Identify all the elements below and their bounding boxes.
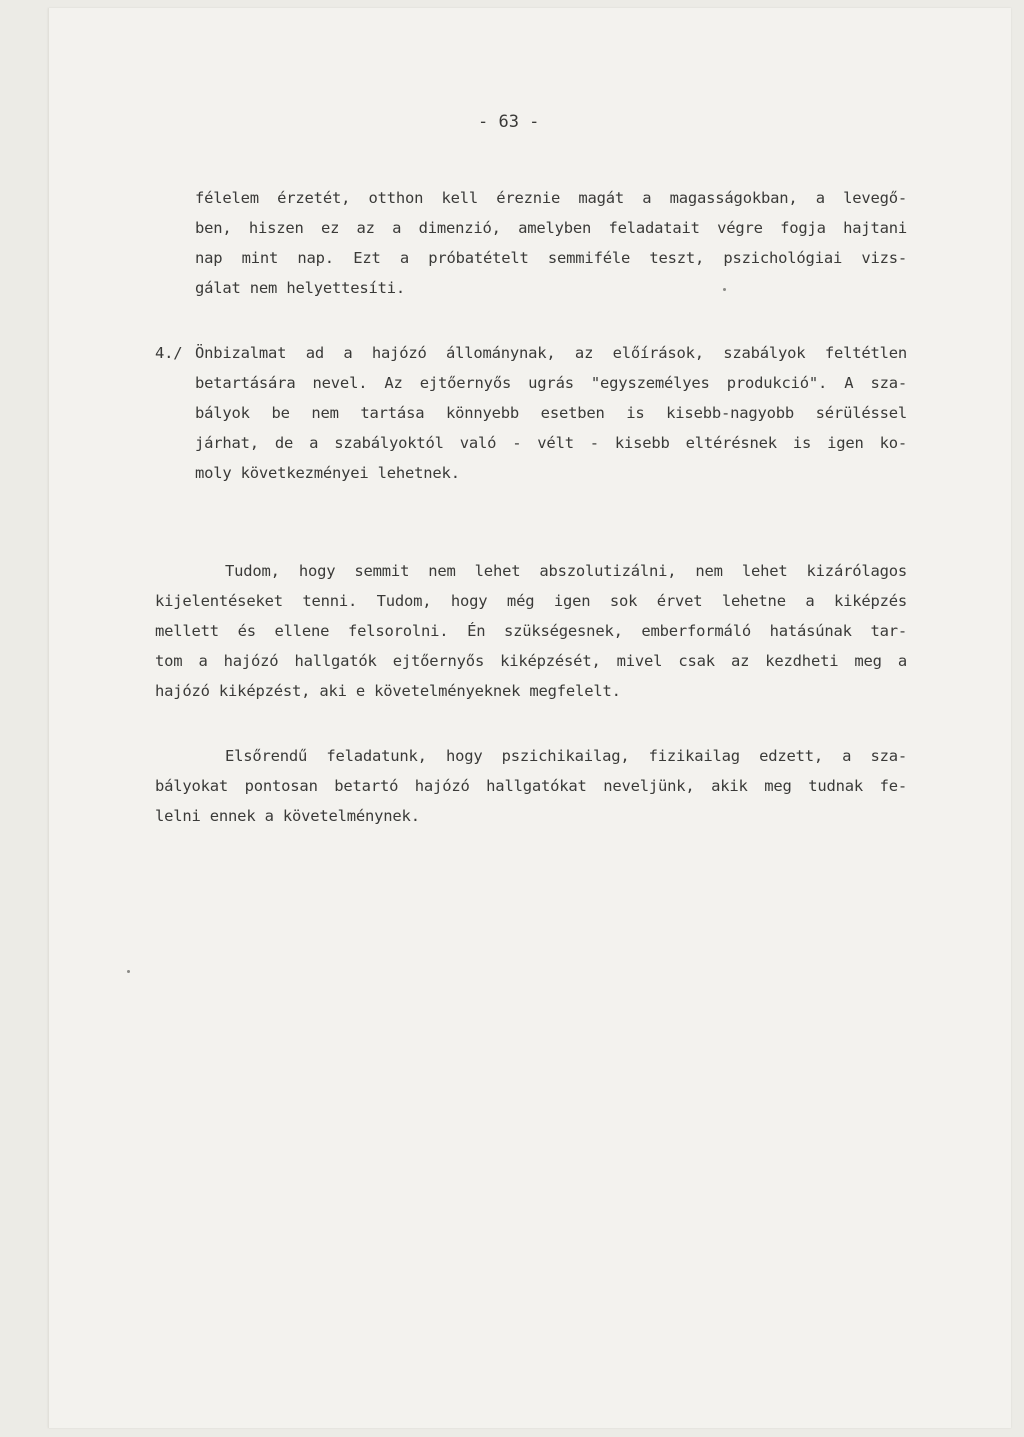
item-body [195, 338, 907, 488]
paragraph-1 [195, 183, 907, 303]
text-line: ben, hiszen ez az a dimenzió, amelyben feladatait végre fogja hajtani [195, 219, 907, 237]
text-line: bályokat pontosan betartó hajózó hallgatókat neveljünk, akik meg tudnak fe- [155, 777, 907, 795]
text-line: lelni ennek a követelménynek. [155, 807, 420, 825]
text-line: járhat, de a szabályoktól való - vélt - kisebb eltérésnek is igen ko- [195, 434, 907, 452]
text-line: nap mint nap. Ezt a próbatételt semmiféle teszt, pszichológiai vizs- [195, 249, 907, 267]
text-line: betartására nevel. Az ejtőernyős ugrás "egyszemélyes produkció". A sza- [195, 374, 907, 392]
item-number: 4./ [155, 344, 183, 362]
text-line: gálat nem helyettesíti. [195, 279, 406, 297]
text-line: tom a hajózó hallgatók ejtőernyős kiképzését, mivel csak az kezdheti meg a [155, 652, 907, 670]
text-line: mellett és ellene felsorolni. Én szükségesnek, emberformáló hatásúnak tar- [155, 622, 907, 640]
scan-speck [127, 970, 130, 973]
text-line: félelem érzetét, otthon kell éreznie magát a magasságokban, a levegő- [195, 189, 907, 207]
text-line: Önbizalmat ad a hajózó állománynak, az előírások, szabályok feltétlen [195, 344, 907, 362]
paragraph-4 [155, 741, 907, 831]
text-line: hajózó kiképzést, aki e követelményeknek megfelelt. [155, 682, 621, 700]
text-line: bályok be nem tartása könnyebb esetben is kisebb-nagyobb sérüléssel [195, 404, 907, 422]
text-line: Elsőrendű feladatunk, hogy pszichikailag, fizikailag edzett, a sza- [225, 747, 907, 765]
numbered-item-4 [155, 338, 907, 488]
paragraph-3 [155, 556, 907, 706]
text-line: kijelentéseket tenni. Tudom, hogy még igen sok érvet lehetne a kiképzés [155, 592, 907, 610]
text-line: moly következményei lehetnek. [195, 464, 460, 482]
page-number: - 63 - [478, 112, 540, 132]
text-line: Tudom, hogy semmit nem lehet abszolutizálni, nem lehet kizárólagos [225, 562, 907, 580]
